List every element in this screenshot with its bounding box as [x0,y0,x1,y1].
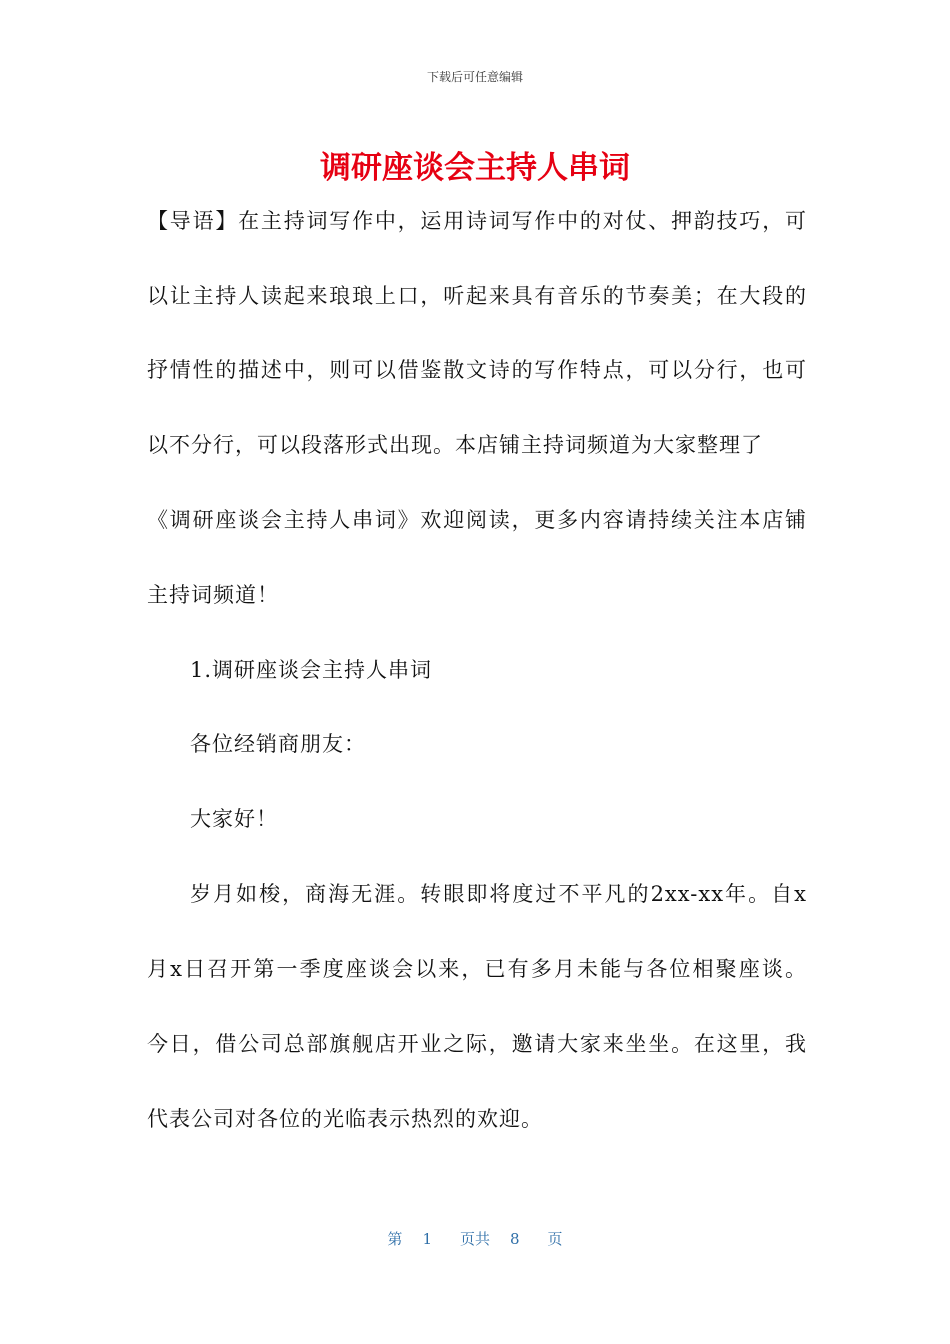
greeting-line: 各位经销商朋友： [190,732,366,756]
intro-line: 以不分行，可以段落形式出现。本店铺主持词频道为大家整理了 [147,433,763,457]
intro-line: 抒情性的描述中，则可以借鉴散文诗的写作特点，可以分行，也可 [147,358,807,382]
footer-suffix: 页 [547,1230,563,1248]
page-header-note: 下载后可任意编辑 [426,70,523,84]
paragraph-line: 代表公司对各位的光临表示热烈的欢迎。 [147,1107,543,1131]
page-number-footer [0,1228,950,1249]
paragraph-line: 今日，借公司总部旗舰店开业之际，邀请大家来坐坐。在这里，我 [147,1032,807,1056]
total-page-number: 8 [510,1230,520,1248]
intro-line: 《调研座谈会主持人串词》欢迎阅读，更多内容请持续关注本店铺 [147,508,807,532]
current-page-number: 1 [422,1230,432,1248]
intro-line: 主持词频道！ [147,583,279,607]
intro-line: 以让主持人读起来琅琅上口，听起来具有音乐的节奏美；在大段的 [147,284,807,308]
section-heading: 1.调研座谈会主持人串词 [190,658,433,682]
document-title: 调研座谈会主持人串词 [320,150,630,186]
hello-line: 大家好！ [190,807,278,831]
paragraph-line: 月x日召开第一季度座谈会以来，已有多月未能与各位相聚座谈。 [147,957,807,981]
footer-middle: 页共 [459,1230,490,1248]
footer-prefix: 第 [387,1230,403,1248]
intro-line: 【导语】在主持词写作中，运用诗词写作中的对仗、押韵技巧，可 [147,209,807,233]
paragraph-line: 岁月如梭，商海无涯。转眼即将度过不平凡的2xx-xx年。自x [190,882,807,906]
